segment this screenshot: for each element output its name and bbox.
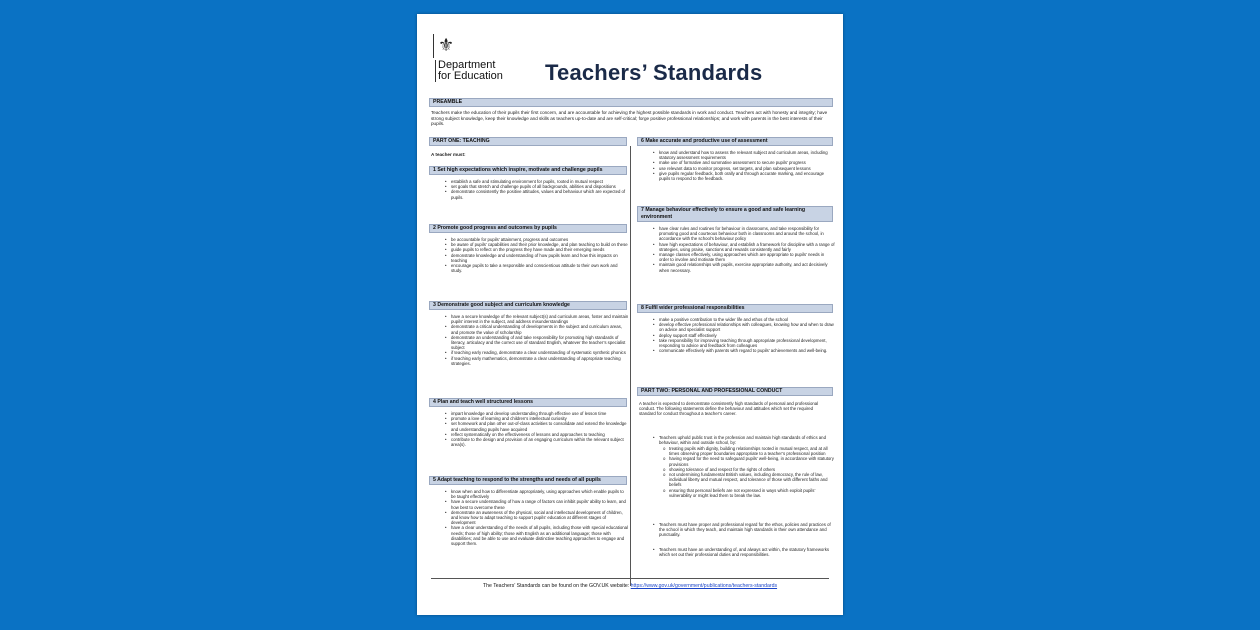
list-item: • have a secure knowledge of the relevant subject(s) and curriculum areas, foster and maintain pupils’ interest in the subject, and address misunderstandings [451,314,629,324]
footer [417,583,843,589]
list-item: • demonstrate a critical understanding of developments in the subject and curriculum areas, and promote the value of scholarship [451,324,629,334]
list-item: • promote a love of learning and children’s intellectual curiosity [451,416,629,421]
section-1-list [443,179,629,200]
part-two-intro: A teacher is expected to demonstrate consistently high standards of personal and professional conduct. The following statements define the behaviour and attitudes which set the required standard for conduct throughout a teacher’s career. [639,401,819,417]
section-2-header: 2 Promote good progress and outcomes by pupils [429,224,627,233]
section-4-header: 4 Plan and teach well structured lessons [429,398,627,407]
section-3-header: 3 Demonstrate good subject and curriculum knowledge [429,301,627,310]
crest-icon: ⚜ [433,34,462,58]
part-two-bullet-1 [651,435,835,445]
list-item: • demonstrate an understanding of and take responsibility for promoting high standards of literacy, articulacy and the correct use of standard English, whatever the teacher’s specialist subject [451,335,629,351]
list-item: o showing tolerance of and respect for the rights of others [669,467,835,472]
list-item: o not undermining fundamental British values, including democracy, the rule of law, individual liberty and mutual respect, and tolerance of those with different faiths and beliefs [669,472,835,488]
part-one-intro: A teacher must: [431,152,466,157]
part-two-header: PART TWO: PERSONAL AND PROFESSIONAL CONDUCT [637,387,833,396]
list-item: • take responsibility for improving teaching through appropriate professional development, responding to advice and feedback from colleagues [659,338,835,348]
list-item: • develop effective professional relationships with colleagues, knowing how and when to draw on advice and specialist support [659,322,835,332]
list-item: o ensuring that personal beliefs are not expressed in ways which exploit pupils’ vulnerability or might lead them to break the law. [669,488,835,498]
list-item: • set homework and plan other out-of-class activities to consolidate and extend the knowledge and understanding pupils have acquired [451,421,629,431]
part-two-sub-list [661,446,835,498]
list-item: • demonstrate consistently the positive attitudes, values and behaviour which are expected of pupils. [451,189,629,199]
list-item: • if teaching early reading, demonstrate a clear understanding of systematic synthetic phonics [451,350,629,355]
list-item: • give pupils regular feedback, both orally and through accurate marking, and encourage pupils to respond to the feedback. [659,171,835,181]
list-item: • make a positive contribution to the wider life and ethos of the school [659,317,835,322]
list-item: • make use of formative and summative assessment to secure pupils’ progress [659,160,835,165]
list-item: • impart knowledge and develop understanding through effective use of lesson time [451,411,629,416]
list-item: • maintain good relationships with pupils, exercise appropriate authority, and act decisively when necessary. [659,262,835,272]
list-item: • demonstrate an awareness of the physical, social and intellectual development of children, and know how to adapt teaching to support pupils’ education at different stages of development [451,510,629,526]
part-two-bullet-2 [651,522,835,538]
list-item: • have a secure understanding of how a range of factors can inhibit pupils’ ability to learn, and how best to overcome these [451,499,629,509]
preamble-text: Teachers make the education of their pupils their first concern, and are accountable for achieving the highest possible standards in work and conduct. Teachers act with honesty and integrity; have strong subject knowledge, keep their knowledge and skills as teachers up-to-date and are self-critical; forge positive professional relationships; and work with parents in the best interests of their pupils. [431,110,828,127]
section-6-header: 6 Make accurate and productive use of assessment [637,137,833,146]
logo-line-2: for Education [438,70,503,82]
section-7-list [651,226,835,273]
list-item: • demonstrate knowledge and understanding of how pupils learn and how this impacts on teaching [451,253,629,263]
list-item: • Teachers must have proper and professional regard for the ethos, policies and practices of the school in which they teach, and maintain high standards in their own attendance and punctuality. [659,522,835,538]
section-5-list [443,489,629,546]
list-item: • encourage pupils to take a responsible and conscientious attitude to their own work and study. [451,263,629,273]
section-6-list [651,150,835,181]
list-item: • have clear rules and routines for behaviour in classrooms, and take responsibility for promoting good and courteous behaviour both in classrooms and around the school, in accordance with the school’s behaviour policy [659,226,835,242]
section-4-list [443,411,629,447]
logo-text [435,60,503,82]
list-item: • be aware of pupils’ capabilities and their prior knowledge, and plan teaching to build on these [451,242,629,247]
list-item: • have high expectations of behaviour, and establish a framework for discipline with a range of strategies, using praise, sanctions and rewards consistently and fairly [659,242,835,252]
section-7-header: 7 Manage behaviour effectively to ensure a good and safe learning environment [637,206,833,222]
section-3-list [443,314,629,366]
section-5-header: 5 Adapt teaching to respond to the strengths and needs of all pupils [429,476,627,485]
list-item: • know and understand how to assess the relevant subject and curriculum areas, including statutory assessment requirements [659,150,835,160]
list-item: o having regard for the need to safeguard pupils’ well-being, in accordance with statutory provisions [669,456,835,466]
list-item: • set goals that stretch and challenge pupils of all backgrounds, abilities and dispositions [451,184,629,189]
document-title: Teachers’ Standards [545,60,763,85]
list-item: • establish a safe and stimulating environment for pupils, rooted in mutual respect [451,179,629,184]
document-page [417,14,843,615]
logo-line-1: Department [438,59,496,71]
footer-divider [431,578,829,579]
column-divider [630,146,631,586]
footer-link[interactable]: https://www.gov.uk/government/publications/teachers-standards [630,583,778,589]
part-two-bullet-3 [651,547,835,557]
list-item: • reflect systematically on the effectiveness of lessons and approaches to teaching [451,432,629,437]
list-item: • deploy support staff effectively [659,333,835,338]
list-item: • know when and how to differentiate appropriately, using approaches which enable pupils to be taught effectively [451,489,629,499]
part-one-header: PART ONE: TEACHING [429,137,627,146]
list-item: • have a clear understanding of the needs of all pupils, including those with special educational needs; those of high ability; those with English as an additional language; those with disabilities; and be able to use and evaluate distinctive teaching approaches to engage and support them. [451,525,629,546]
dfe-logo [433,34,513,84]
preamble-header: PREAMBLE [429,98,833,107]
list-item: • contribute to the design and provision of an engaging curriculum within the relevant subject area(s). [451,437,629,447]
section-8-list [651,317,835,353]
list-item: • communicate effectively with parents with regard to pupils’ achievements and well-being. [659,348,835,353]
section-1-header: 1 Set high expectations which inspire, motivate and challenge pupils [429,166,627,175]
section-2-list [443,237,629,273]
list-item: • be accountable for pupils’ attainment, progress and outcomes [451,237,629,242]
list-item: • if teaching early mathematics, demonstrate a clear understanding of appropriate teaching strategies. [451,356,629,366]
list-item: • manage classes effectively, using approaches which are appropriate to pupils’ needs in order to involve and motivate them [659,252,835,262]
list-item: • Teachers must have an understanding of, and always act within, the statutory frameworks which set out their professional duties and responsibilities. [659,547,835,557]
list-item: o treating pupils with dignity, building relationships rooted in mutual respect, and at all times observing proper boundaries appropriate to a teacher’s professional position [669,446,835,456]
list-item: • guide pupils to reflect on the progress they have made and their emerging needs [451,247,629,252]
list-item: • use relevant data to monitor progress, set targets, and plan subsequent lessons [659,166,835,171]
list-item: • Teachers uphold public trust in the profession and maintain high standards of ethics and behaviour, within and outside school, by: [659,435,835,445]
section-8-header: 8 Fulfil wider professional responsibilities [637,304,833,313]
footer-text: The Teachers’ Standards can be found on the GOV.UK website: [482,583,631,589]
